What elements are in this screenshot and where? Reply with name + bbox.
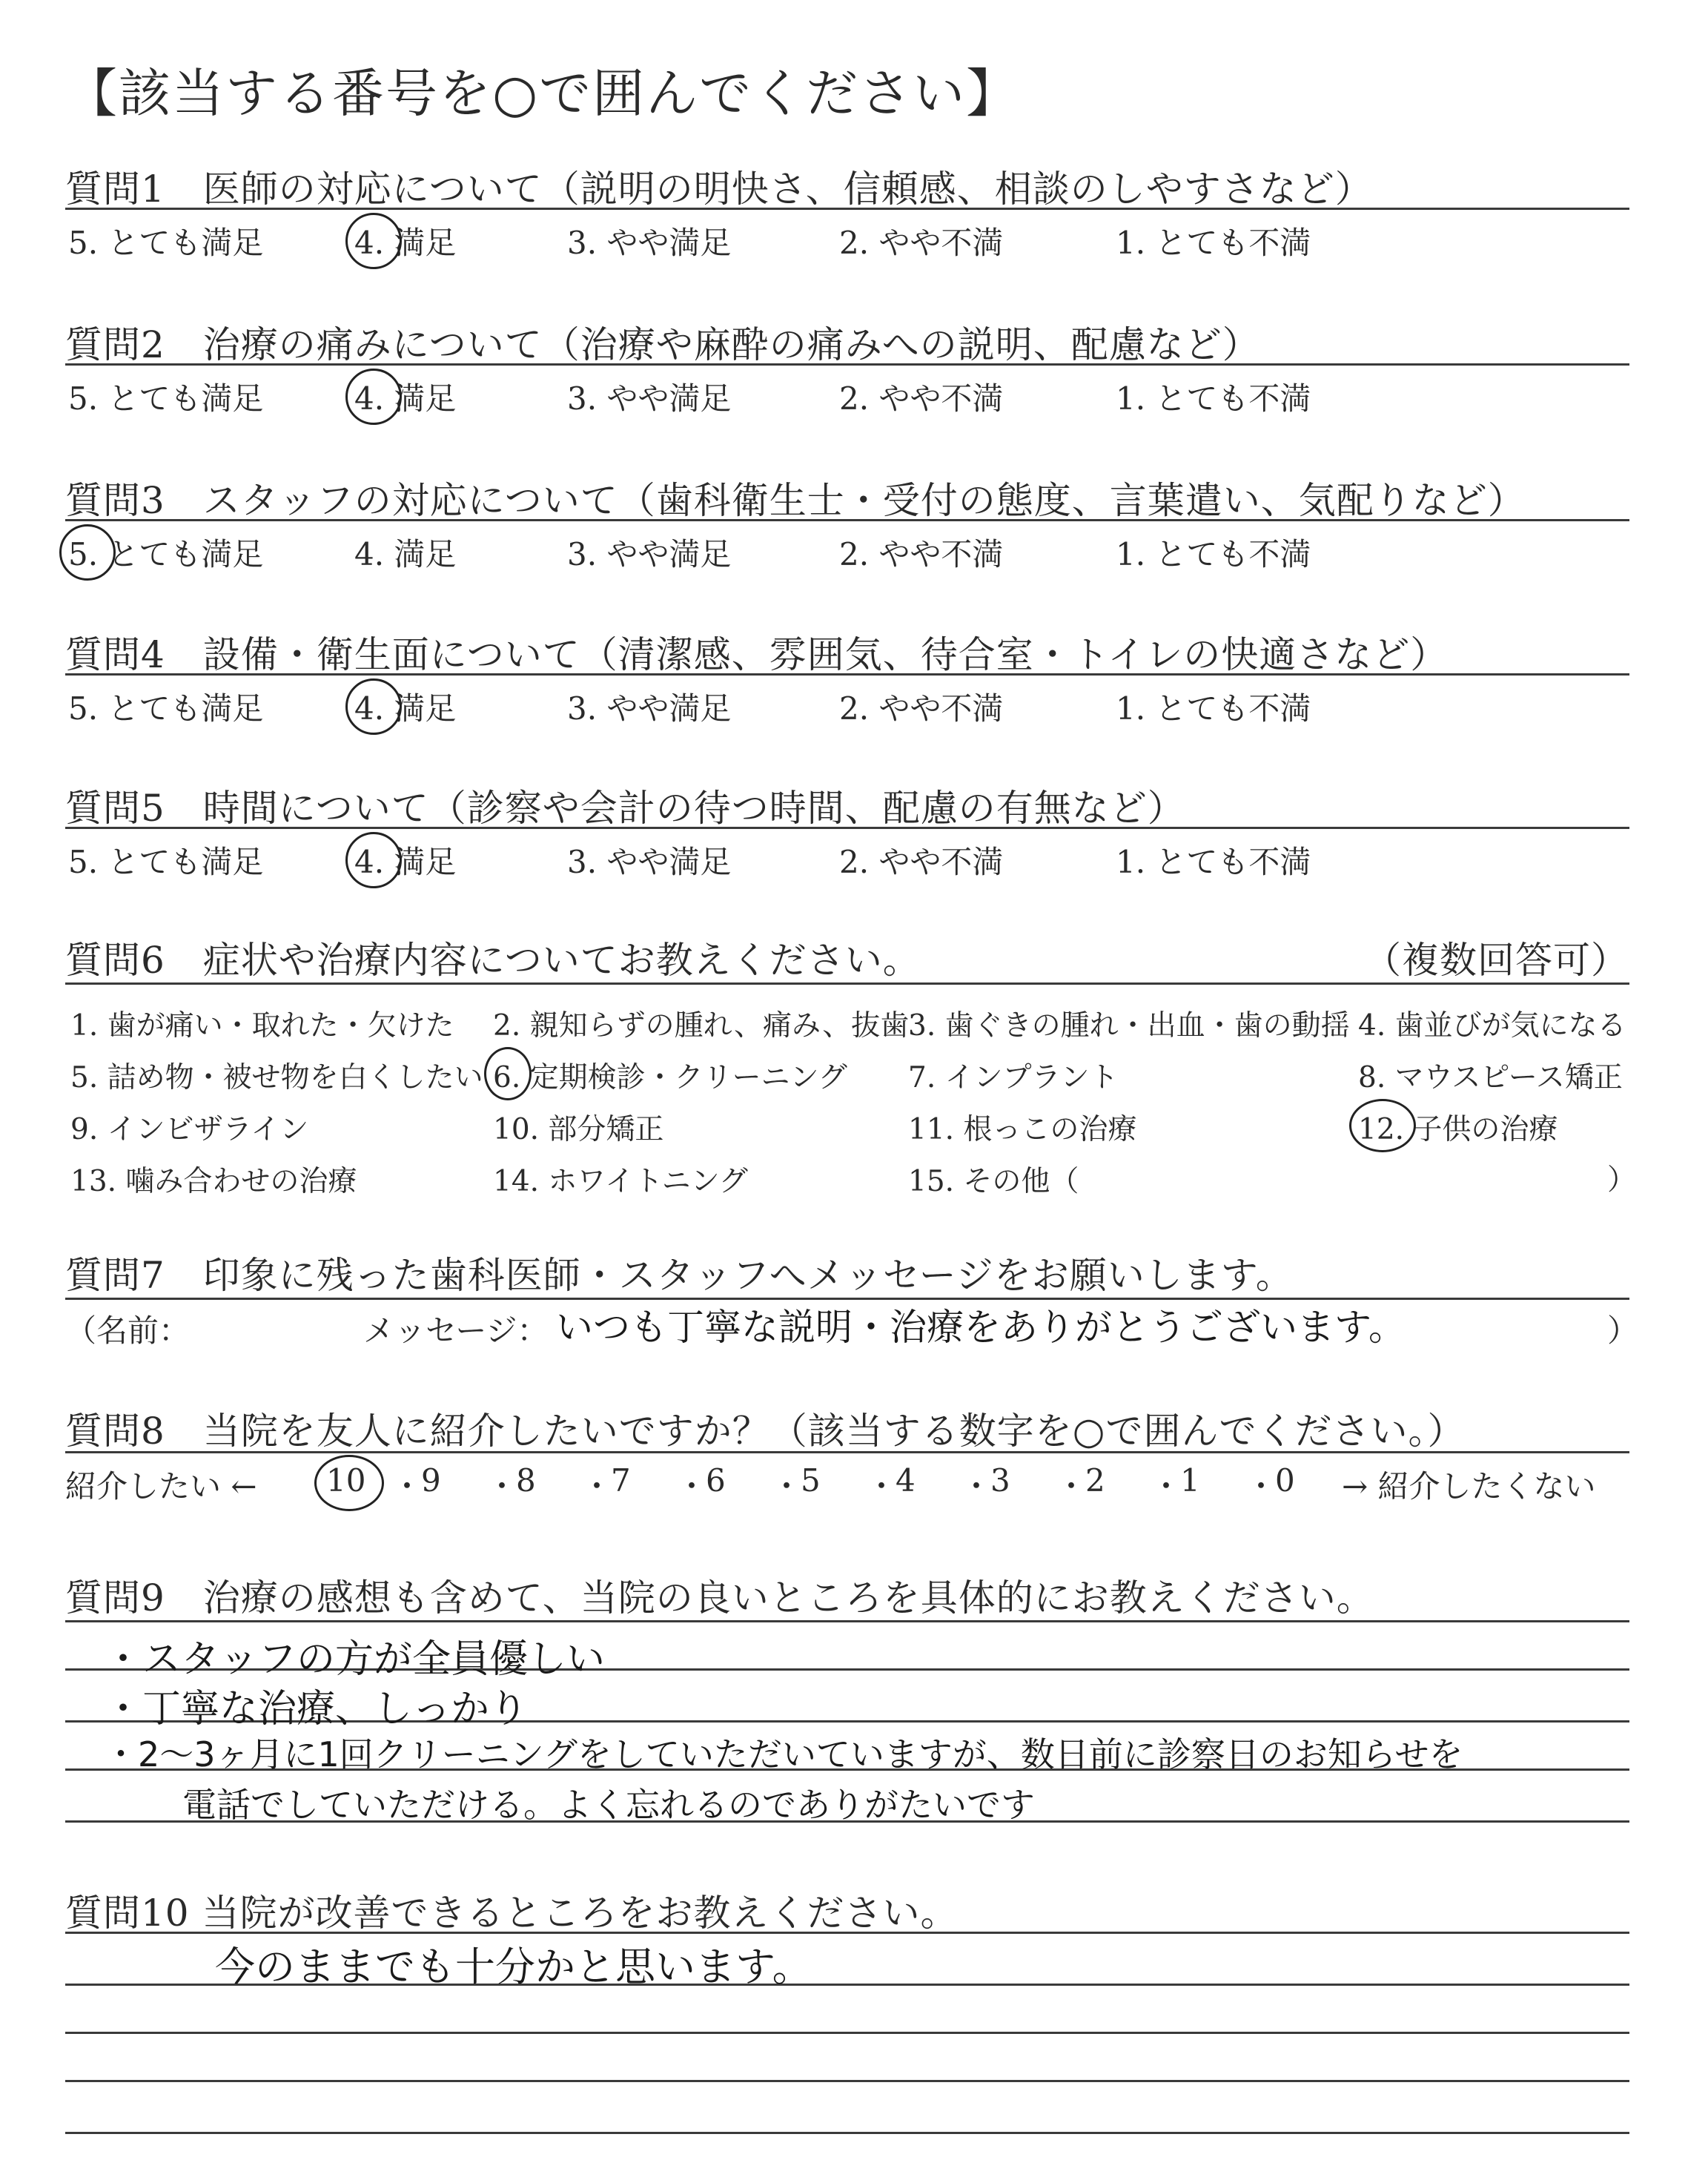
q2-rule <box>65 363 1629 366</box>
q10-answer-handwritten: 今のままでも十分かと思います。 <box>215 1943 812 1990</box>
q8-scale-2: 2 <box>1085 1462 1105 1499</box>
q9-title: 質問9 治療の感想も含めて、当院の良いところを具体的にお教えください。 <box>65 1576 1374 1619</box>
q7-close: ） <box>1607 1312 1639 1349</box>
q8-separator-dot: ・ <box>866 1468 898 1505</box>
q1-option-4: 4. 満足 <box>354 225 457 261</box>
q6-selection-circle-12 <box>1349 1099 1416 1152</box>
q8-selection-circle <box>314 1455 384 1511</box>
q5-option-4: 4. 満足 <box>354 844 457 880</box>
q2-title: 質問2 治療の痛みについて（治療や麻酔の痛みへの説明、配慮など） <box>65 323 1260 366</box>
q4-title: 質問4 設備・衛生面について（清潔感、雰囲気、待合室・トイレの快適さなど） <box>65 633 1449 676</box>
q5-option-1: 1. とても不満 <box>1116 844 1311 880</box>
q4-option-5: 5. とても満足 <box>68 690 264 727</box>
q10-answer-line <box>65 1932 1629 1934</box>
q8-separator-dot: ・ <box>771 1468 803 1505</box>
q8-scale-9: 9 <box>421 1462 441 1499</box>
q3-option-5: 5. とても満足 <box>68 536 264 572</box>
q7-message-label: メッセージ： <box>363 1312 549 1349</box>
q8-scale-0: 0 <box>1275 1462 1295 1499</box>
q8-separator-dot: ・ <box>961 1468 993 1505</box>
q6-option-5: 5. 詰め物・被せ物を白くしたい <box>70 1061 483 1094</box>
q3-option-1: 1. とても不満 <box>1116 536 1311 572</box>
q8-separator-dot: ・ <box>391 1468 423 1505</box>
q6-option-6: 6. 定期検診・クリーニング <box>493 1061 847 1094</box>
q8-right-label: → 紹介したくない <box>1342 1468 1596 1505</box>
q3-selection-circle <box>59 524 116 581</box>
q1-selection-circle <box>345 213 402 269</box>
q6-selection-circle-6 <box>484 1047 532 1100</box>
q8-scale-5: 5 <box>801 1462 821 1499</box>
q2-option-2: 2. やや不満 <box>839 380 1004 417</box>
q8-scale-6: 6 <box>706 1462 726 1499</box>
q4-option-3: 3. やや満足 <box>567 690 732 727</box>
q4-option-2: 2. やや不満 <box>839 690 1004 727</box>
q1-option-1: 1. とても不満 <box>1116 225 1311 261</box>
q3-title: 質問3 スタッフの対応について（歯科衛生士・受付の態度、言葉遣い、気配りなど） <box>65 479 1526 522</box>
q8-scale-10: 10 <box>326 1462 366 1499</box>
q6-other-close: ） <box>1607 1163 1637 1197</box>
q10-title: 質問10 当院が改善できるところをお教えください。 <box>65 1892 959 1935</box>
q8-scale-1: 1 <box>1180 1462 1200 1499</box>
q8-separator-dot: ・ <box>1245 1468 1277 1505</box>
page-title: 【該当する番号を○で囲んでください】 <box>65 63 1020 124</box>
q5-option-2: 2. やや不満 <box>839 844 1004 880</box>
q2-option-1: 1. とても不満 <box>1116 380 1311 417</box>
q2-selection-circle <box>345 369 402 425</box>
q6-option-4: 4. 歯並びが気になる <box>1358 1009 1626 1043</box>
q2-option-3: 3. やや満足 <box>567 380 732 417</box>
q2-option-4: 4. 満足 <box>354 380 457 417</box>
q7-message-handwritten: いつも丁寧な説明・治療をありがとうございます。 <box>556 1306 1406 1349</box>
q6-option-3: 3. 歯ぐきの腫れ・出血・歯の動揺 <box>908 1009 1350 1043</box>
q4-option-1: 1. とても不満 <box>1116 690 1311 727</box>
q5-selection-circle <box>345 832 402 888</box>
q8-rule <box>65 1451 1629 1453</box>
q3-rule <box>65 519 1629 521</box>
q9-answer-line <box>65 1620 1629 1622</box>
q3-option-4: 4. 満足 <box>354 536 457 572</box>
q6-option-7: 7. インプラント <box>908 1061 1119 1094</box>
q8-scale-7: 7 <box>611 1462 631 1499</box>
q8-scale-8: 8 <box>516 1462 536 1499</box>
q5-option-3: 3. やや満足 <box>567 844 732 880</box>
q8-scale-4: 4 <box>896 1462 916 1499</box>
q6-option-1: 1. 歯が痛い・取れた・欠けた <box>70 1009 454 1043</box>
q6-option-15: 15. その他（ <box>908 1165 1079 1198</box>
q8-separator-dot: ・ <box>581 1468 613 1505</box>
q1-option-5: 5. とても満足 <box>68 225 264 261</box>
q8-separator-dot: ・ <box>676 1468 708 1505</box>
q5-option-5: 5. とても満足 <box>68 844 264 880</box>
q9-answer-handwritten-2: ・丁寧な治療、しっかり <box>104 1687 529 1731</box>
q6-option-12: 12. 子供の治療 <box>1358 1113 1558 1146</box>
q7-title: 質問7 印象に残った歯科医師・スタッフへメッセージをお願いします。 <box>65 1254 1294 1297</box>
q7-name-label: （名前： <box>65 1312 191 1349</box>
q6-option-13: 13. 噛み合わせの治療 <box>70 1165 357 1198</box>
q9-answer-handwritten-1: ・スタッフの方が全員優しい <box>104 1637 606 1682</box>
q8-separator-dot: ・ <box>1056 1468 1088 1505</box>
q10-answer-line <box>65 2032 1629 2034</box>
q8-scale-3: 3 <box>990 1462 1010 1499</box>
q6-option-8: 8. マウスピース矯正 <box>1358 1061 1623 1094</box>
q6-option-11: 11. 根っこの治療 <box>908 1113 1137 1146</box>
q2-option-5: 5. とても満足 <box>68 380 264 417</box>
q1-title: 質問1 医師の対応について（説明の明快さ、信頼感、相談のしやすさなど） <box>65 168 1373 211</box>
q6-option-14: 14. ホワイトニング <box>493 1165 748 1198</box>
q6-title: 質問6 症状や治療内容についてお教えください。 <box>65 939 921 982</box>
q6-option-9: 9. インビザライン <box>70 1113 309 1146</box>
q1-rule <box>65 208 1629 210</box>
q8-left-label: 紹介したい ← <box>65 1468 257 1505</box>
q3-option-2: 2. やや不満 <box>839 536 1004 572</box>
q8-separator-dot: ・ <box>486 1468 518 1505</box>
q1-option-2: 2. やや不満 <box>839 225 1004 261</box>
q6-option-2: 2. 親知らずの腫れ、痛み、抜歯 <box>493 1009 910 1043</box>
q6-option-10: 10. 部分矯正 <box>493 1113 664 1146</box>
q4-selection-circle <box>345 678 402 735</box>
q6-rule <box>65 982 1629 985</box>
q8-title: 質問8 当院を友人に紹介したいですか？（該当する数字を○で囲んでください。） <box>65 1410 1466 1453</box>
q1-option-3: 3. やや満足 <box>567 225 732 261</box>
q4-rule <box>65 673 1629 676</box>
q3-option-3: 3. やや満足 <box>567 536 732 572</box>
q9-answer-handwritten-4: 電話でしていただける。よく忘れるのでありがたいです <box>148 1785 1035 1825</box>
q6-note: （複数回答可） <box>1364 939 1629 982</box>
q10-answer-line <box>65 2080 1629 2082</box>
q8-separator-dot: ・ <box>1151 1468 1182 1505</box>
q9-answer-handwritten-3: ・2～3ヶ月に1回クリーニングをしていただいていますが、数日前に診察日のお知らせを <box>104 1734 1463 1774</box>
q5-rule <box>65 827 1629 829</box>
q5-title: 質問5 時間について（診察や会計の待つ時間、配慮の有無など） <box>65 787 1185 830</box>
q10-answer-line <box>65 2132 1629 2134</box>
q4-option-4: 4. 満足 <box>354 690 457 727</box>
